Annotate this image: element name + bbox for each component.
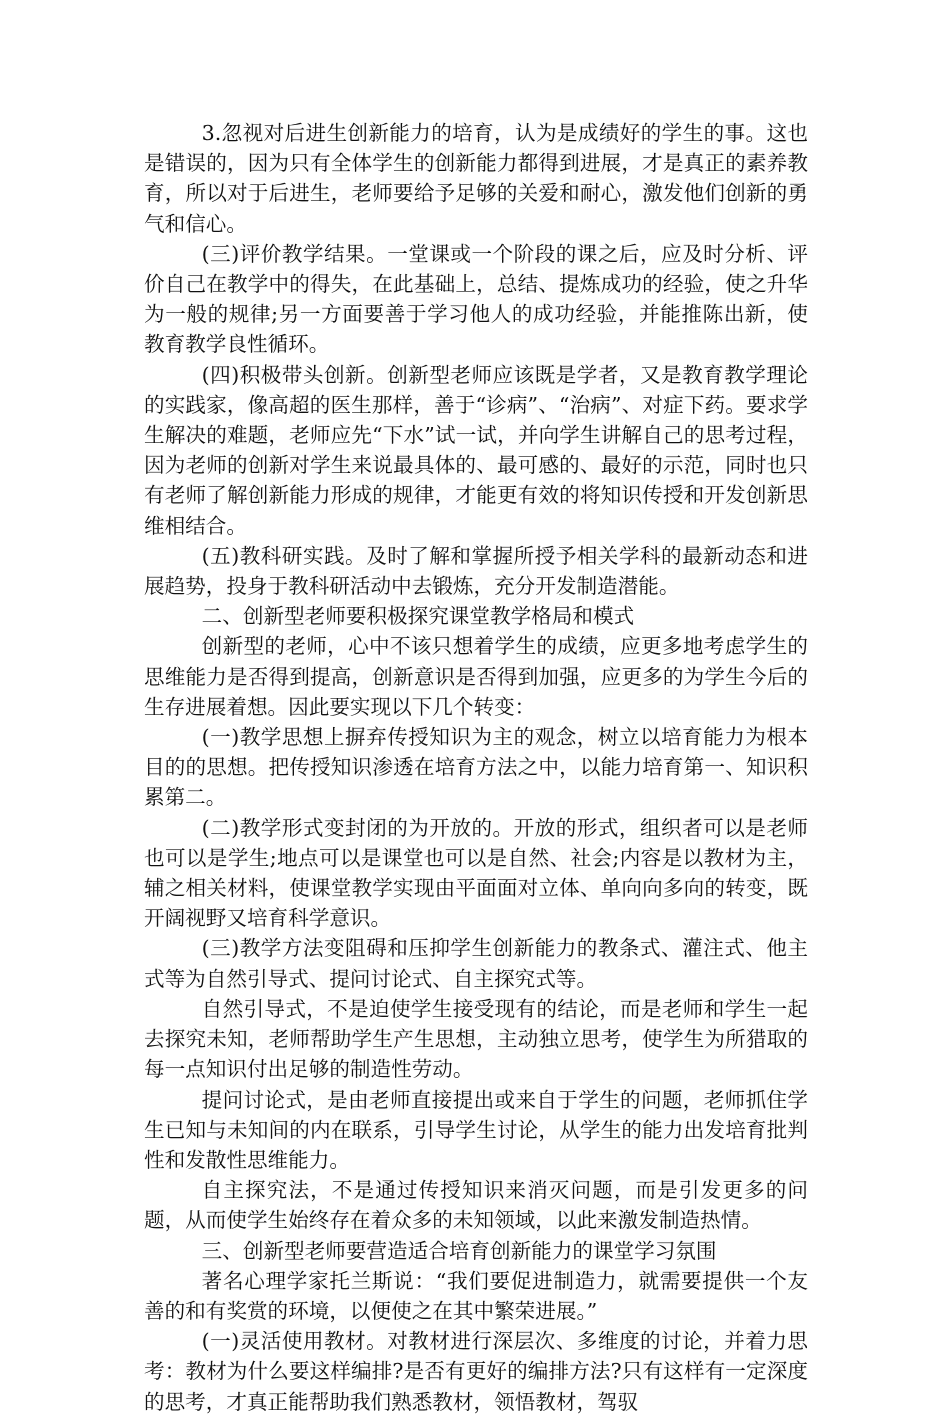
paragraph-1: 3.忽视对后进生创新能力的培育，认为是成绩好的学生的事。这也是错误的，因为只有全体学生的创新能力都得到进展，才是真正的素养教育，所以对于后进生，老师要给予足够的关爱和耐心，激发他们创新的勇气和信心。 [144, 121, 808, 236]
paragraph-6: (一)教学思想上摒弃传授知识为主的观念，树立以培育能力为根本目的的思想。把传授知识渗透在培育方法之中，以能力培育第一、知识积累第二。 [144, 725, 808, 810]
paragraph-2: (三)评价教学结果。一堂课或一个阶段的课之后，应及时分析、评价自己在教学中的得失，在此基础上，总结、提炼成功的经验，使之升华为一般的规律;另一方面要善于学习他人的成功经验，并能推陈出新，使教育教学良性循环。 [144, 241, 808, 357]
paragraph-3: (四)积极带头创新。创新型老师应该既是学者，又是教育教学理论的实践家，像高超的医生那样，善于“诊病”、“治病”、对症下药。要求学生解决的难题，老师应先“下水”试一试，并向学生讲解自己的思考过程，因为老师的创新对学生来说最具体的、最可感的、最好的示范，同时也只有老师了解创新能力形成的规律，才能更有效的将知识传授和开发创新思维相结合。 [144, 362, 808, 538]
section-heading-2: 二、创新型老师要积极探究课堂教学格局和模式 [201, 604, 635, 629]
paragraph-10: 提问讨论式，是由老师直接提出或来自于学生的问题，老师抓住学生已知与未知间的内在联系，引导学生讨论，从学生的能力出发培育批判性和发散性思维能力。 [144, 1087, 808, 1172]
paragraph-12: 著名心理学家托兰斯说：“我们要促进制造力，就需要提供一个友善的和有奖赏的环境，以便使之在其中繁荣进展。” [144, 1268, 808, 1323]
paragraph-9: 自然引导式，不是迫使学生接受现有的结论，而是老师和学生一起去探究未知，老师帮助学生产生思想，主动独立思考，使学生为所猎取的每一点知识付出足够的制造性劳动。 [144, 996, 808, 1082]
paragraph-11: 自主探究法，不是通过传授知识来消灭问题，而是引发更多的问题，从而使学生始终存在着众多的未知领域，以此来激发制造热情。 [144, 1178, 808, 1233]
paragraph-13: (一)灵活使用教材。对教材进行深层次、多维度的讨论，并着力思考：教材为什么要这样编排?是否有更好的编排方法?只有这样有一定深度的思考，才真正能帮助我们熟悉教材，领悟教材，驾驭 [144, 1329, 808, 1414]
document-body [144, 118, 808, 1417]
section-heading-3: 三、创新型老师要营造适合培育创新能力的课堂学习氛围 [201, 1238, 717, 1263]
paragraph-8: (三)教学方法变阻碍和压抑学生创新能力的教条式、灌注式、他主式等为自然引导式、提问讨论式、自主探究式等。 [144, 936, 808, 991]
paragraph-4: (五)教科研实践。及时了解和掌握所授予相关学科的最新动态和进展趋势，投身于教科研活动中去锻炼，充分开发制造潜能。 [144, 543, 808, 599]
paragraph-5: 创新型的老师，心中不该只想着学生的成绩，应更多地考虑学生的思维能力是否得到提高，创新意识是否得到加强，应更多的为学生今后的生存进展着想。因此要实现以下几个转变： [144, 634, 808, 719]
paragraph-7: (二)教学形式变封闭的为开放的。开放的形式，组织者可以是老师也可以是学生;地点可以是课堂也可以是自然、社会;内容是以教材为主，辅之相关材料，使课堂教学实现由平面面对立体、单向向多向的转变，既开阔视野又培育科学意识。 [144, 815, 808, 931]
